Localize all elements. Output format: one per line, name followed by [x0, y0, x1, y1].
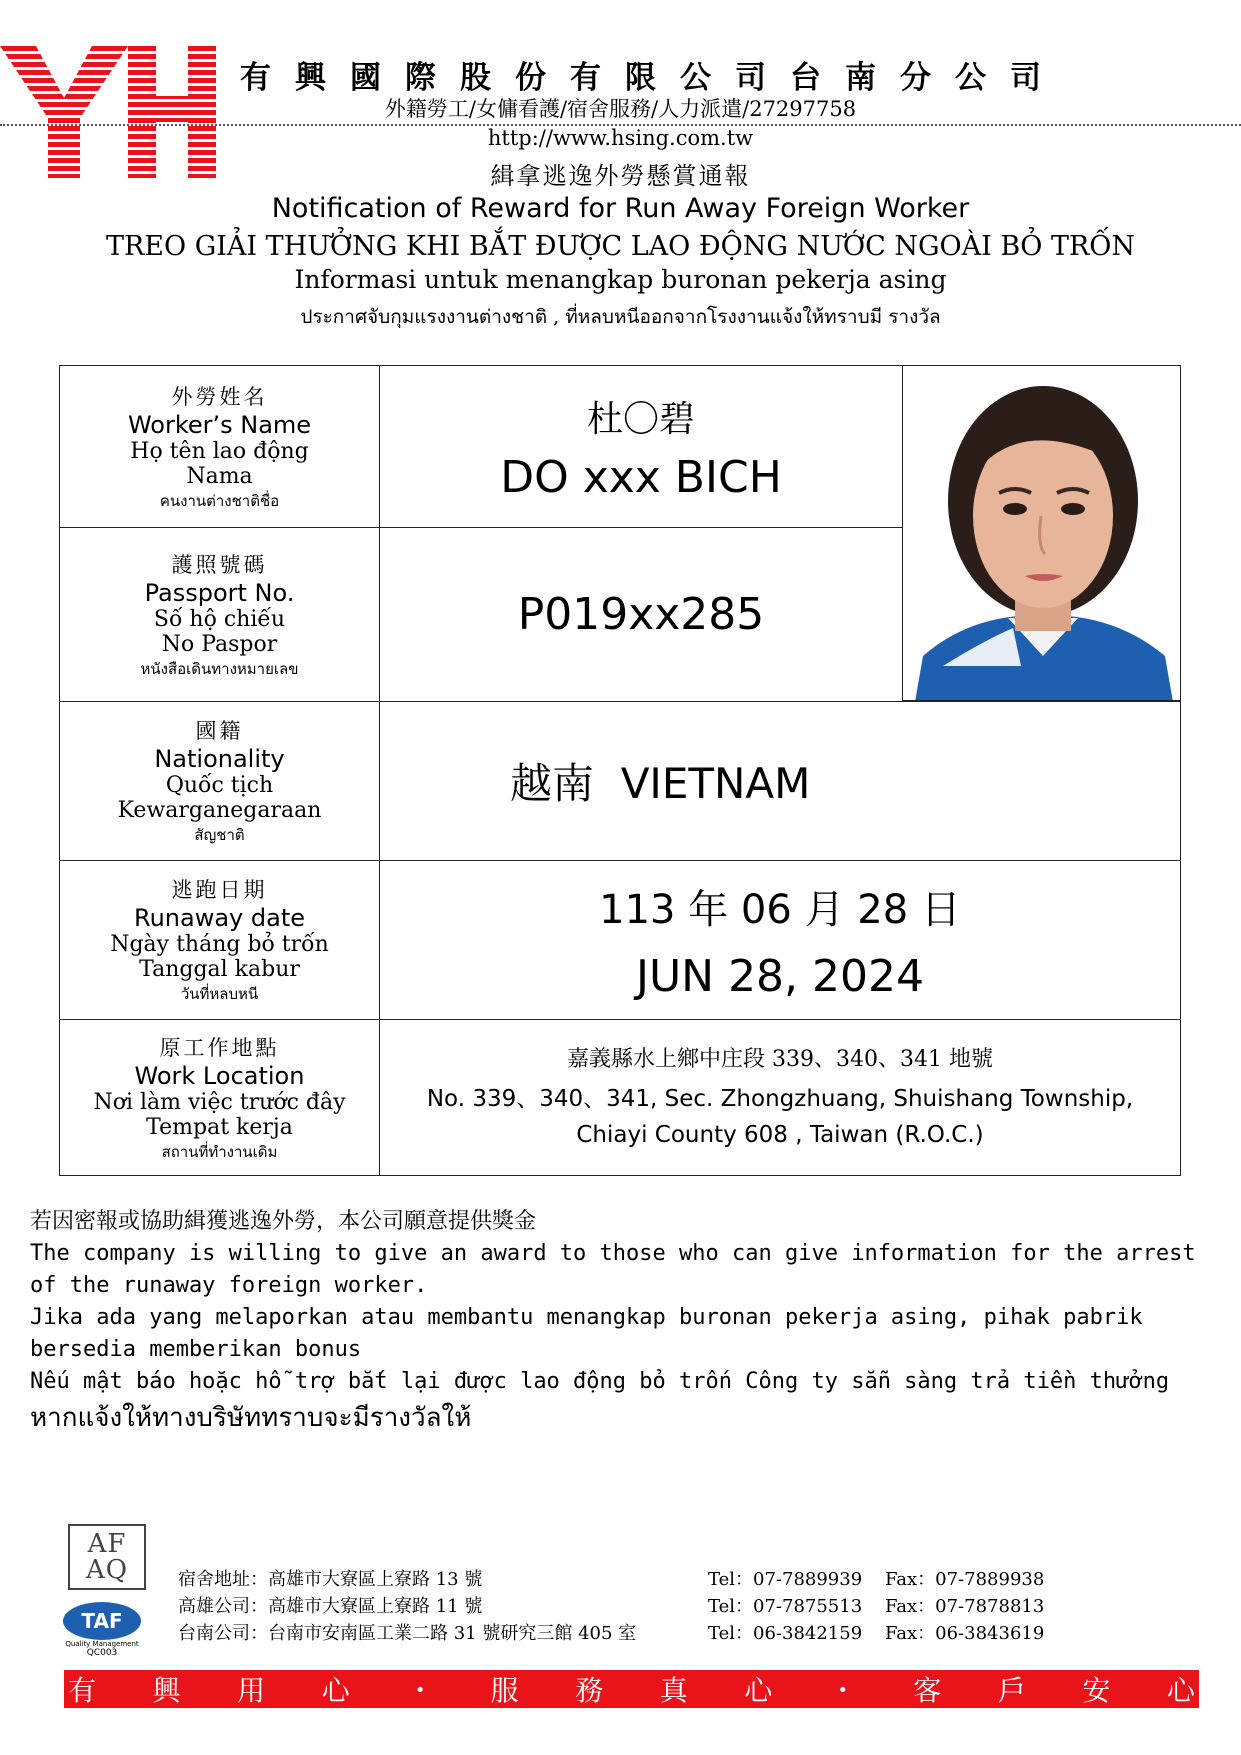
worker-photo-cell: [902, 365, 1181, 701]
footer-row-kaohsiung-fax: Fax：07-7878813: [885, 1596, 1045, 1617]
worker-info-table: [59, 365, 1181, 1176]
footer-row-kaohsiung-tel: Tel：07-7875513: [708, 1596, 863, 1617]
nationality-label-zh: 國籍: [195, 719, 244, 743]
slogan-char: 心: [1166, 1674, 1195, 1707]
title-chinese: 緝拿逃逸外勞懸賞通報: [490, 162, 751, 190]
name-value-en: DO xxx BICH: [500, 451, 782, 503]
services-line: 外籍勞工/女傭看護/宿舍服務/人力派遣/27297758: [384, 97, 857, 121]
afaq-cert-logo: AF AQ: [68, 1524, 146, 1590]
runaway-label-th: วันที่หลบหนี: [180, 985, 259, 1003]
passport-value-cell: [379, 527, 903, 702]
passport-label-cell: [59, 527, 380, 702]
location-value-zh: 嘉義縣水上鄉中庄段 339、340、341 地號: [567, 1047, 993, 1072]
taf-cert-logo: [58, 1602, 146, 1666]
title-indonesian: Informasi untuk menangkap buronan pekerja asing: [294, 265, 947, 294]
slogan-char: 心: [744, 1674, 773, 1707]
title-thai: ประกาศจับกุมแรงงานต่างชาติ , ที่หลบหนีออกจากโรงงานแจ้งให้ทราบมี รางวัล: [300, 306, 941, 328]
slogan-char: ・: [406, 1674, 435, 1707]
nationality-label-vi: Quốc tịch: [165, 773, 274, 798]
notice-zh: 若因密報或協助緝獲逃逸外勞，本公司願意提供獎金: [30, 1209, 537, 1234]
nationality-label-th: สัญชาติ: [194, 826, 245, 844]
name-value-cell: [379, 365, 903, 528]
company-name: 有興國際股份有限公司台南分公司: [240, 60, 1065, 96]
runaway-value-cell: [379, 860, 1181, 1020]
slogan-char: 務: [575, 1674, 604, 1707]
name-value-zh: 杜〇碧: [586, 398, 695, 440]
slogan-char: 戶: [997, 1674, 1026, 1707]
passport-value: P019xx285: [517, 589, 765, 640]
notice-en: The company is willing to give an award to those who can give information for the arrest of the runaway foreign worker.: [30, 1241, 1196, 1298]
slogan-char: 興: [152, 1674, 181, 1707]
location-label-vi: Nơi làm việc trước đây: [93, 1089, 346, 1115]
footer-row-kaohsiung: 高雄公司：高雄市大寮區上寮路 11 號: [178, 1596, 483, 1617]
slogan-char: 心: [321, 1674, 350, 1707]
slogan-char: 服: [490, 1674, 519, 1707]
runaway-label-en: Runaway date: [133, 904, 305, 932]
name-label-cell: [59, 365, 380, 528]
name-label-en: Worker’s Name: [127, 410, 312, 439]
taf-badge: TAF: [63, 1602, 141, 1640]
location-label-id: Tempat kerja: [146, 1114, 293, 1140]
slogan-char: 安: [1082, 1674, 1111, 1707]
passport-label-vi: Số hộ chiếu: [153, 606, 286, 632]
location-label-zh: 原工作地點: [159, 1035, 280, 1060]
location-value-en: No. 339、340、341, Sec. Zhongzhuang, Shuishang Township, Chiayi County 608 , Taiwan (R.O.C.): [426, 1086, 1134, 1148]
location-label-en: Work Location: [134, 1061, 305, 1090]
footer-row-tainan: 台南公司：台南市安南區工業二路 31 號研究三館 405 室: [178, 1623, 637, 1644]
footer-row-dorm: 宿舍地址：高雄市大寮區上寮路 13 號: [178, 1569, 483, 1590]
notice-id: Jika ada yang melaporkan atau membantu menangkap buronan pekerja asing, pihak pabrik bersedia memberikan bonus: [30, 1305, 1143, 1362]
notice-vi: Nếu mật báo hoặc hỗ trợ bắt lại được lao động bỏ trốn Công ty sẵn sàng trả tiền thưởng: [30, 1369, 1170, 1394]
passport-label-id: No Paspor: [161, 631, 278, 657]
passport-label-th: หนังสือเดินทางหมายเลข: [140, 659, 299, 678]
slogan-char: ・: [828, 1674, 857, 1707]
slogan-char: 有: [68, 1674, 97, 1707]
runaway-label-zh: 逃跑日期: [171, 878, 268, 902]
nationality-value: 越南 VIETNAM: [510, 759, 811, 808]
footer-row-tainan-fax: Fax：06-3843619: [885, 1623, 1045, 1644]
runaway-label-id: Tanggal kabur: [139, 957, 300, 982]
name-label-zh: 外勞姓名: [171, 384, 268, 409]
taf-sub2: QC003: [86, 1648, 118, 1658]
location-label-th: สถานที่ทำงานเดิม: [161, 1142, 278, 1161]
nationality-value-cell: [379, 701, 1181, 861]
slogan-bar: [64, 1670, 1199, 1708]
footer-row-tainan-tel: Tel：06-3842159: [708, 1623, 863, 1644]
title-english: Notification of Reward for Run Away Foreign Worker: [271, 193, 970, 224]
runaway-label-vi: Ngày tháng bỏ trốn: [110, 932, 329, 957]
location-value-cell: [379, 1019, 1181, 1176]
slogan-char: 客: [913, 1674, 942, 1707]
runaway-value-en: JUN 28, 2024: [635, 951, 925, 1002]
website-url[interactable]: http://www.hsing.com.tw: [487, 126, 754, 150]
nationality-label-cell: [59, 701, 380, 861]
passport-label-zh: 護照號碼: [171, 552, 268, 577]
name-label-vi: Họ tên lao động: [130, 438, 309, 464]
passport-label-en: Passport No.: [144, 578, 295, 607]
runaway-value-zh: 113 年 06 月 28 日: [599, 887, 961, 933]
slogan-char: 真: [659, 1674, 688, 1707]
title-vietnamese: TREO GIẢI THƯỞNG KHI BẮT ĐƯỢC LAO ĐỘNG NƯỚC NGOÀI BỎ TRỐN: [105, 231, 1136, 262]
nationality-label-en: Nationality: [154, 745, 285, 773]
nationality-label-id: Kewarganegaraan: [117, 798, 322, 823]
name-label-th: คนงานต่างชาติชื่อ: [159, 491, 280, 510]
notice-th: หากแจ้งให้ทางบริษัททราบจะมีรางวัลให้: [30, 1403, 472, 1433]
runaway-label-cell: [59, 860, 380, 1020]
worker-photo: [903, 366, 1181, 701]
taf-sub1: Quality Management: [65, 1640, 139, 1648]
footer-row-dorm-fax: Fax：07-7889938: [885, 1569, 1045, 1590]
footer-row-dorm-tel: Tel：07-7889939: [708, 1569, 863, 1590]
name-label-id: Nama: [186, 463, 253, 489]
slogan-char: 用: [237, 1674, 266, 1707]
location-label-cell: [59, 1019, 380, 1176]
